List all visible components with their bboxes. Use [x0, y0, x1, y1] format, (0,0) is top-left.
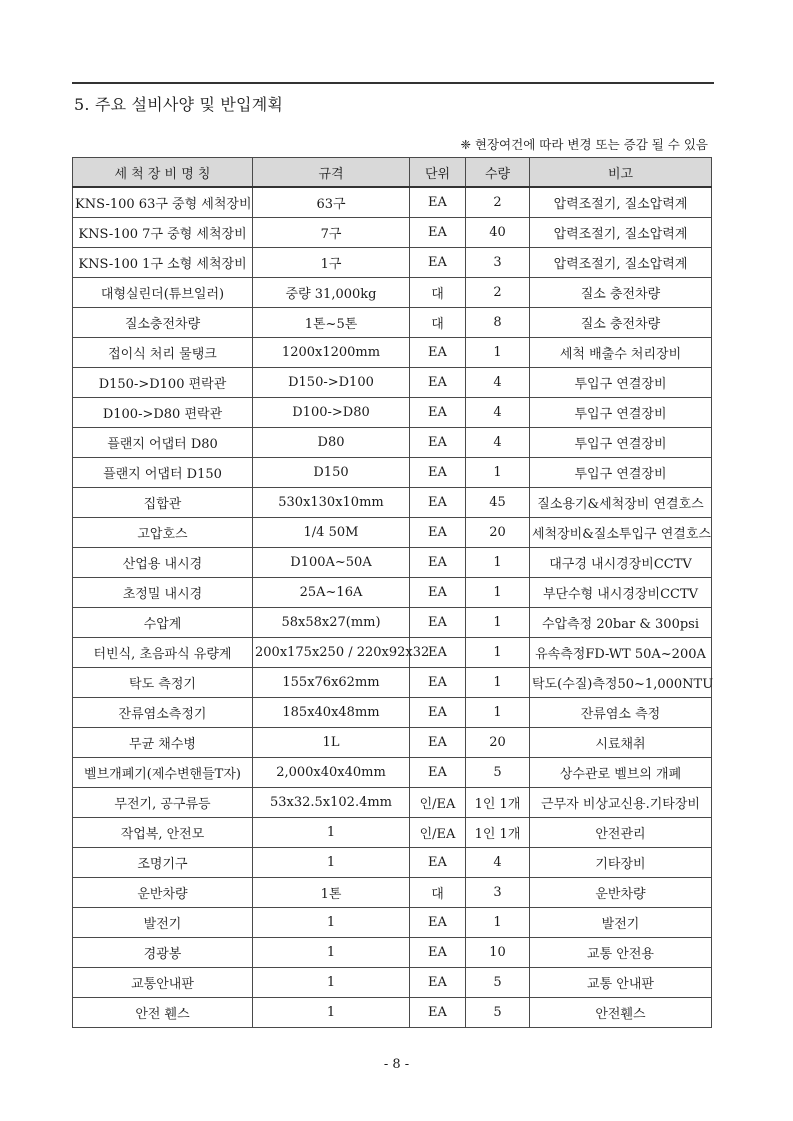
table-body	[73, 187, 712, 1028]
cell-equipment-name: 교통안내판	[73, 968, 253, 998]
cell-quantity: 3	[466, 878, 530, 908]
cell-quantity: 1	[466, 578, 530, 608]
cell-remarks: 발전기	[530, 908, 712, 938]
cell-quantity: 1	[466, 458, 530, 488]
cell-remarks: 압력조절기, 질소압력계	[530, 248, 712, 278]
cell-unit: EA	[410, 248, 466, 278]
cell-unit: EA	[410, 458, 466, 488]
cell-quantity: 40	[466, 218, 530, 248]
cell-remarks: 교통 안내판	[530, 968, 712, 998]
cell-quantity: 10	[466, 938, 530, 968]
cell-quantity: 5	[466, 758, 530, 788]
cell-equipment-name: 운반차량	[73, 878, 253, 908]
table-row	[73, 518, 712, 548]
cell-equipment-name: 고압호스	[73, 518, 253, 548]
cell-unit: EA	[410, 218, 466, 248]
cell-quantity: 5	[466, 998, 530, 1028]
cell-unit: EA	[410, 728, 466, 758]
cell-remarks: 잔류염소 측정	[530, 698, 712, 728]
cell-spec: 1	[253, 908, 410, 938]
cell-remarks: 유속측정FD-WT 50A~200A	[530, 638, 712, 668]
cell-remarks: 상수관로 벨브의 개폐	[530, 758, 712, 788]
cell-unit: EA	[410, 548, 466, 578]
cell-spec: 1구	[253, 248, 410, 278]
cell-remarks: 운반차량	[530, 878, 712, 908]
cell-quantity: 1	[466, 338, 530, 368]
cell-spec: 200x175x250 / 220x92x32	[253, 638, 410, 668]
cell-equipment-name: 벨브개폐기(제수변핸들T자)	[73, 758, 253, 788]
cell-unit: EA	[410, 638, 466, 668]
cell-spec: 155x76x62mm	[253, 668, 410, 698]
table-row	[73, 848, 712, 878]
table-row	[73, 248, 712, 278]
cell-equipment-name: 발전기	[73, 908, 253, 938]
cell-spec: 53x32.5x102.4mm	[253, 788, 410, 818]
cell-unit: EA	[410, 848, 466, 878]
table-row	[73, 548, 712, 578]
cell-quantity: 1	[466, 908, 530, 938]
cell-spec: 1	[253, 968, 410, 998]
table-row	[73, 187, 712, 218]
cell-equipment-name: D100->D80 편락관	[73, 398, 253, 428]
table-row	[73, 398, 712, 428]
cell-spec: 7구	[253, 218, 410, 248]
cell-unit: EA	[410, 578, 466, 608]
cell-spec: D80	[253, 428, 410, 458]
cell-remarks: 대구경 내시경장비CCTV	[530, 548, 712, 578]
cell-remarks: 압력조절기, 질소압력계	[530, 187, 712, 218]
table-row	[73, 758, 712, 788]
table-row	[73, 818, 712, 848]
cell-quantity: 1	[466, 698, 530, 728]
cell-equipment-name: 조명기구	[73, 848, 253, 878]
table-row	[73, 308, 712, 338]
cell-spec: 1	[253, 998, 410, 1028]
cell-spec: D150	[253, 458, 410, 488]
cell-remarks: 수압측정 20bar & 300psi	[530, 608, 712, 638]
cell-equipment-name: 접이식 처리 물탱크	[73, 338, 253, 368]
cell-remarks: 안전휀스	[530, 998, 712, 1028]
cell-quantity: 4	[466, 848, 530, 878]
cell-unit: 인/EA	[410, 788, 466, 818]
cell-remarks: 압력조절기, 질소압력계	[530, 218, 712, 248]
cell-quantity: 2	[466, 187, 530, 218]
table-row	[73, 488, 712, 518]
cell-unit: 인/EA	[410, 818, 466, 848]
page-number: - 8 -	[383, 1057, 410, 1072]
equipment-spec-table	[72, 157, 712, 1028]
cell-quantity: 1인 1개	[466, 818, 530, 848]
cell-spec: 1톤~5톤	[253, 308, 410, 338]
header-remarks: 비고	[530, 158, 712, 188]
cell-quantity: 1	[466, 548, 530, 578]
cell-remarks: 탁도(수질)측정50~1,000NTU	[530, 668, 712, 698]
cell-equipment-name: 무균 채수병	[73, 728, 253, 758]
cell-remarks: 질소 충전차량	[530, 308, 712, 338]
cell-spec: 1	[253, 818, 410, 848]
cell-unit: EA	[410, 668, 466, 698]
cell-spec: 중량 31,000kg	[253, 278, 410, 308]
cell-equipment-name: 대형실린더(튜브일러)	[73, 278, 253, 308]
cell-remarks: 근무자 비상교신용.기타장비	[530, 788, 712, 818]
cell-quantity: 2	[466, 278, 530, 308]
cell-spec: D100->D80	[253, 398, 410, 428]
cell-equipment-name: 플랜지 어댑터 D150	[73, 458, 253, 488]
cell-equipment-name: 탁도 측정기	[73, 668, 253, 698]
cell-quantity: 20	[466, 728, 530, 758]
cell-equipment-name: KNS-100 1구 소형 세척장비	[73, 248, 253, 278]
top-rule	[72, 82, 714, 84]
cell-quantity: 1	[466, 638, 530, 668]
cell-unit: EA	[410, 938, 466, 968]
table-row	[73, 878, 712, 908]
cell-equipment-name: D150->D100 편락관	[73, 368, 253, 398]
cell-quantity: 20	[466, 518, 530, 548]
table-row	[73, 698, 712, 728]
cell-equipment-name: 터빈식, 초음파식 유량계	[73, 638, 253, 668]
cell-remarks: 기타장비	[530, 848, 712, 878]
cell-spec: 63구	[253, 187, 410, 218]
cell-unit: 대	[410, 308, 466, 338]
table-row	[73, 218, 712, 248]
cell-spec: 185x40x48mm	[253, 698, 410, 728]
cell-unit: EA	[410, 428, 466, 458]
cell-spec: 2,000x40x40mm	[253, 758, 410, 788]
cell-quantity: 4	[466, 428, 530, 458]
cell-unit: EA	[410, 338, 466, 368]
cell-equipment-name: KNS-100 63구 중형 세척장비	[73, 187, 253, 218]
cell-spec: 1	[253, 938, 410, 968]
cell-spec: 530x130x10mm	[253, 488, 410, 518]
cell-unit: EA	[410, 488, 466, 518]
cell-spec: 1L	[253, 728, 410, 758]
cell-remarks: 투입구 연결장비	[530, 428, 712, 458]
header-quantity: 수량	[466, 158, 530, 188]
cell-remarks: 교통 안전용	[530, 938, 712, 968]
cell-remarks: 안전관리	[530, 818, 712, 848]
cell-spec: 58x58x27(mm)	[253, 608, 410, 638]
cell-remarks: 세척 배출수 처리장비	[530, 338, 712, 368]
cell-quantity: 1인 1개	[466, 788, 530, 818]
cell-quantity: 4	[466, 368, 530, 398]
cell-remarks: 세척장비&질소투입구 연결호스	[530, 518, 712, 548]
cell-unit: EA	[410, 398, 466, 428]
table-row	[73, 458, 712, 488]
cell-equipment-name: 경광봉	[73, 938, 253, 968]
cell-unit: EA	[410, 758, 466, 788]
cell-unit: EA	[410, 368, 466, 398]
cell-remarks: 부단수형 내시경장비CCTV	[530, 578, 712, 608]
cell-equipment-name: 집합관	[73, 488, 253, 518]
cell-spec: 1200x1200mm	[253, 338, 410, 368]
cell-remarks: 질소 충전차량	[530, 278, 712, 308]
cell-unit: EA	[410, 998, 466, 1028]
cell-equipment-name: 무전기, 공구류등	[73, 788, 253, 818]
cell-remarks: 시료채취	[530, 728, 712, 758]
cell-unit: 대	[410, 878, 466, 908]
table-row	[73, 788, 712, 818]
cell-equipment-name: 작업복, 안전모	[73, 818, 253, 848]
cell-unit: EA	[410, 908, 466, 938]
cell-spec: 1	[253, 848, 410, 878]
cell-quantity: 4	[466, 398, 530, 428]
cell-spec: D150->D100	[253, 368, 410, 398]
cell-equipment-name: 잔류염소측정기	[73, 698, 253, 728]
table-row	[73, 338, 712, 368]
cell-spec: 1톤	[253, 878, 410, 908]
table-row	[73, 578, 712, 608]
table-row	[73, 278, 712, 308]
cell-quantity: 8	[466, 308, 530, 338]
cell-quantity: 45	[466, 488, 530, 518]
table-row	[73, 368, 712, 398]
cell-equipment-name: KNS-100 7구 중형 세척장비	[73, 218, 253, 248]
table-row	[73, 728, 712, 758]
cell-remarks: 질소용기&세척장비 연결호스	[530, 488, 712, 518]
table-row	[73, 968, 712, 998]
cell-spec: D100A~50A	[253, 548, 410, 578]
table-row	[73, 998, 712, 1028]
table-row	[73, 908, 712, 938]
cell-remarks: 투입구 연결장비	[530, 458, 712, 488]
cell-unit: EA	[410, 608, 466, 638]
cell-remarks: 투입구 연결장비	[530, 398, 712, 428]
cell-unit: EA	[410, 518, 466, 548]
cell-equipment-name: 산업용 내시경	[73, 548, 253, 578]
table-row	[73, 638, 712, 668]
cell-unit: EA	[410, 698, 466, 728]
cell-quantity: 3	[466, 248, 530, 278]
table-header-row	[73, 158, 712, 188]
cell-equipment-name: 초정밀 내시경	[73, 578, 253, 608]
table-row	[73, 668, 712, 698]
cell-spec: 1/4 50M	[253, 518, 410, 548]
note-text: ❈ 현장여건에 따라 변경 또는 증감 될 수 있음	[460, 137, 708, 152]
section-heading: 5. 주요 설비사양 및 반입계획	[74, 95, 284, 114]
header-spec: 규격	[253, 158, 410, 188]
header-equipment-name: 세 척 장 비 명 칭	[73, 158, 253, 188]
table-row	[73, 938, 712, 968]
cell-equipment-name: 수압계	[73, 608, 253, 638]
cell-quantity: 5	[466, 968, 530, 998]
cell-quantity: 1	[466, 608, 530, 638]
cell-spec: 25A~16A	[253, 578, 410, 608]
cell-equipment-name: 플랜지 어댑터 D80	[73, 428, 253, 458]
table-row	[73, 608, 712, 638]
table-row	[73, 428, 712, 458]
cell-unit: EA	[410, 968, 466, 998]
cell-unit: EA	[410, 187, 466, 218]
cell-equipment-name: 질소충전차량	[73, 308, 253, 338]
cell-equipment-name: 안전 휀스	[73, 998, 253, 1028]
cell-remarks: 투입구 연결장비	[530, 368, 712, 398]
cell-quantity: 1	[466, 668, 530, 698]
cell-unit: 대	[410, 278, 466, 308]
header-unit: 단위	[410, 158, 466, 188]
